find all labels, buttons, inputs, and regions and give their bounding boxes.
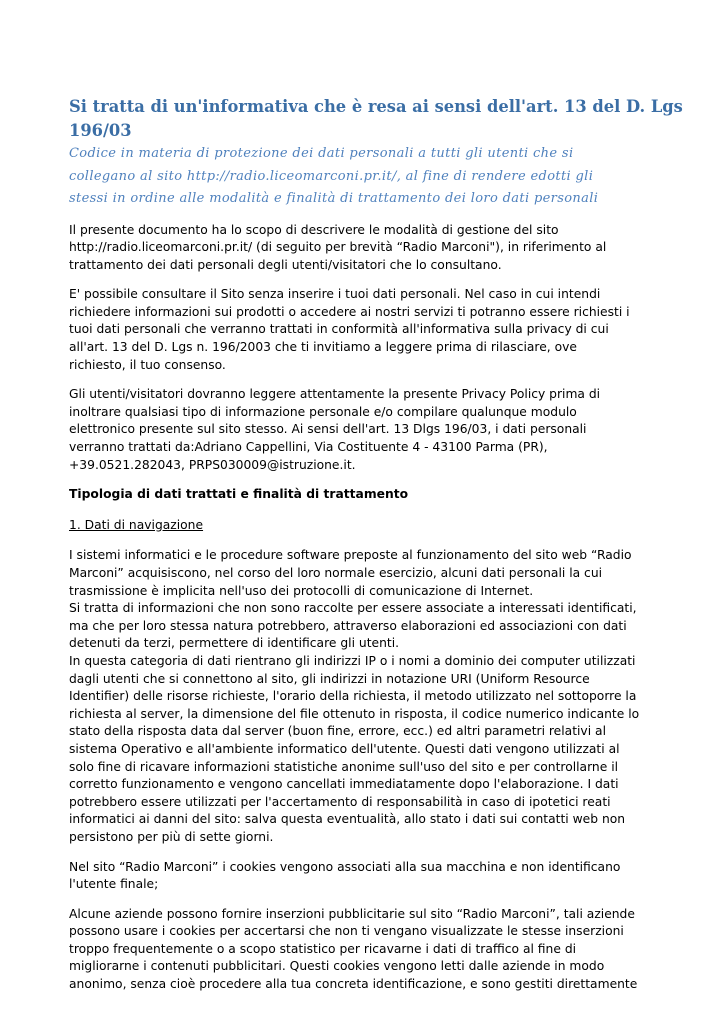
intro-paragraph — [69, 222, 657, 275]
text-line: anonimo, senza cioè procedere alla tua concreta identificazione, e sono gestiti direttamente — [69, 977, 638, 992]
text-line: I sistemi informatici e le procedure software preposte al funzionamento del sito web “Radio — [69, 548, 632, 563]
text-line: informatici ai danni del sito: salva questa eventualità, allo stato i dati sui contatti web non — [69, 812, 626, 827]
text-line: dagli utenti che si connettono al sito, gli indirizzi in notazione URI (Uniform Resource — [69, 671, 590, 686]
text-line: troppo frequentemente o a scopo statistico per ricavarne i dati di traffico al fine di — [69, 941, 577, 956]
text-line: detenuti da terzi, permettere di identificare gli utenti. — [69, 636, 400, 651]
text-line: Marconi” acquisiscono, nel corso del loro normale esercizio, alcuni dati personali la cui — [69, 566, 603, 580]
title-line: Si tratta di un'informativa che è resa ai sensi dell'art. 13 del D. Lgs — [69, 97, 683, 116]
text-line: ma che per loro stessa natura potrebbero, attraverso elaborazioni ed associazioni con dati — [69, 618, 627, 633]
text-line: trattamento dei dati personali degli utenti/visitatori che lo consultano. — [69, 257, 502, 272]
intro-paragraph — [69, 386, 657, 474]
body-paragraph — [69, 906, 657, 994]
document-title — [69, 95, 683, 143]
text-line: stato della risposta data dal server (buon fine, errore, ecc.) ed altri parametri relativi al — [69, 724, 606, 739]
text-line: Nel sito “Radio Marconi” i cookies vengono associati alla sua macchina e non identificano — [69, 859, 621, 874]
text-line: richiesta al server, la dimensione del file ottenuto in risposta, il codice numerico indicante lo — [69, 706, 640, 721]
body-paragraph — [69, 547, 657, 846]
text-line: corretto funzionamento e vengono cancellati immediatamente dopo l'elaborazione. I dati — [69, 777, 619, 792]
document-page — [69, 95, 683, 1006]
text-line: inoltrare qualsiasi tipo di informazione personale e/o compilare qualunque modulo — [69, 404, 577, 419]
text-line: persistono per più di sette giorni. — [69, 829, 274, 844]
text-line: potrebbero essere utilizzati per l'accertamento di responsabilità in caso di ipotetici reati — [69, 794, 611, 809]
document-subtitle — [69, 143, 657, 211]
text-line: elettronico presente sul sito stesso. Ai sensi dell'art. 13 Dlgs 196/03, i dati personali — [69, 422, 587, 437]
text-line: In questa categoria di dati rientrano gli indirizzi IP o i nomi a dominio dei computer utilizzati — [69, 653, 636, 668]
subtitle-line: stessi in ordine alle modalità e finalità di trattamento dei loro dati personali — [69, 191, 599, 206]
title-line: 196/03 — [69, 121, 132, 140]
text-line: http://radio.liceomarconi.pr.it/ (di seguito per brevità “Radio Marconi"), in riferimento al — [69, 240, 607, 255]
text-line: trasmissione è implicita nell'uso dei protocolli di comunicazione di Internet. — [69, 583, 534, 598]
text-line: l'utente finale; — [69, 877, 159, 892]
text-line: solo fine di ricavare informazioni statistiche anonime sull'uso del sito e per controllarne il — [69, 759, 619, 774]
text-line: sistema Operativo e all'ambiente informatico dell'utente. Questi dati vengono utilizzati al — [69, 741, 620, 756]
sub-heading-navigation-data: 1. Dati di navigazione — [69, 517, 204, 532]
text-line: Gli utenti/visitatori dovranno leggere attentamente la presente Privacy Policy prima di — [69, 387, 601, 402]
subtitle-line: Codice in materia di protezione dei dati personali a tutti gli utenti che si — [69, 146, 574, 161]
text-line: verranno trattati da:Adriano Cappellini, Via Costituente 4 - 43100 Parma (PR), — [69, 440, 548, 455]
text-line: tuoi dati personali che verranno trattati in conformità all'informativa sulla privacy di cui — [69, 322, 609, 337]
subtitle-line: collegano al sito http://radio.liceomarconi.pr.it/, al fine di rendere edotti gli — [69, 168, 594, 184]
text-line: possono usare i cookies per accertarsi che non ti vengano visualizzate le stesse inserzioni — [69, 924, 624, 939]
text-line: migliorarne i contenuti pubblicitari. Questi cookies vengono letti dalle aziende in modo — [69, 959, 605, 974]
text-line: richiesto, il tuo consenso. — [69, 357, 226, 372]
text-line: Alcune aziende possono fornire inserzioni pubblicitarie sul sito “Radio Marconi”, tali aziende — [69, 906, 635, 921]
text-line: all'art. 13 del D. Lgs n. 196/2003 che ti invitiamo a leggere prima di rilasciare, ove — [69, 340, 577, 355]
intro-paragraph — [69, 286, 657, 374]
text-line: Identifier) delle risorse richieste, l'orario della richiesta, il metodo utilizzato nel sottoporre la — [69, 689, 637, 704]
text-line: E' possibile consultare il Sito senza inserire i tuoi dati personali. Nel caso in cui intendi — [69, 287, 601, 302]
body-paragraph — [69, 859, 657, 894]
text-line: +39.0521.282043, PRPS030009@istruzione.it. — [69, 457, 356, 472]
text-line: Il presente documento ha lo scopo di descrivere le modalità di gestione del sito — [69, 222, 559, 237]
text-line: richiedere informazioni sui prodotti o accedere ai nostri servizi ti potranno essere richiesti i — [69, 304, 630, 319]
section-heading: Tipologia di dati trattati e finalità di trattamento — [69, 487, 409, 502]
text-line: Si tratta di informazioni che non sono raccolte per essere associate a interessati identificati, — [69, 601, 637, 616]
